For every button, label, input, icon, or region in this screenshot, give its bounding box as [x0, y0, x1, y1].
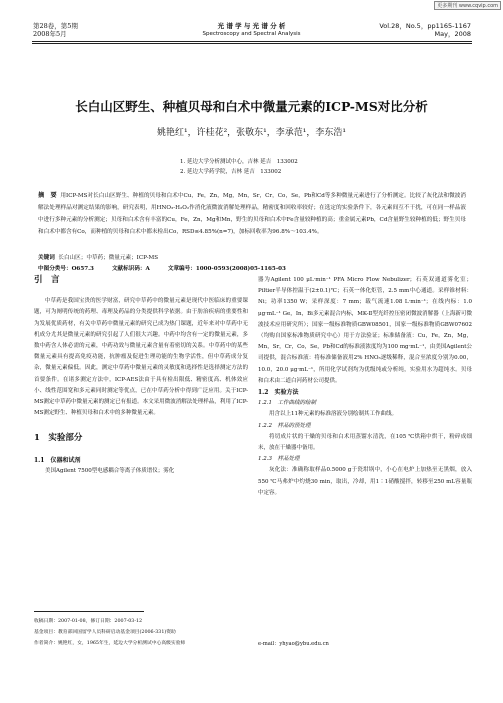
subsection-1-2-3-heading: 1.2.3 样品处理 [258, 456, 300, 463]
subsection-1-1-text: 美国Agilent 7500型电感耦合等离子体质谱仪；雾化 [45, 467, 175, 474]
intro-paragraph: 中草药是我国宝贵的医学财富，研究中草药中的微量元素是现代中医临床的重要课题，可为阐明传统的药理、毒理及药品的分类提供科学依据。由于肪治疾病的重要性和为发展优质药材，有关中草药中微量元素的研究已成为热门课题，近年来对中草药中无机成分尤其是微量元素的研究引起了人们很大兴趣。中药中均含有一定的微量元素，多数中药含人体必需的元素，中药功效与微量元素含量有着密切的关系。中草药中的某些微量元素具有提高免疫功能，抗肿瘤及促进生理功能的生物学活性，但中草药成分复杂，微量元素偏低。因此，测定中草药中微量元素的灵敏度和选择性是选择测定方法的首要条件。在诸多测定方法中，ICP-AES法由于具有检出限低、精密度高、机体效应小、线性范围宽和多元素同时测定等优点，已在中草药分析中得到广泛应用。关于ICP-MS测定中草药中微量元素的测定已有报道。本文采用微波消解法处理样品，利用了ICP-MS测定野生、种植贝母和白术中的多种微量元素。 [34, 298, 248, 417]
journal-issue-label: 第28卷，第5期 [33, 22, 78, 30]
author-list: 姚艳红¹，许桂花²，张敬东¹，李承范¹，李东浩¹ [156, 128, 347, 138]
instrument-paragraph: 器为Agilent 100 μL·min⁻¹ PFA Micro Flow Nebulizer；石英双通道雾化室；Piltier半导体控温于(2±0.1)℃；石英一体化炬管，2.5 mm中心通道。采样锥材料：Ni；功率1350 W；采样深度：7 mm；载气流速1.08 L·min⁻¹；在线内标：1.0 μg·mL⁻¹ Ge，In，Bi多元素混合内标，MK-Ⅱ型光纤控压密闭微波消解器（上海新可微波技术应用研究所）；国家一级标准物质GBW08501，国家一级标准物质GBW07602（均购自国家标准物质研究中心）用于方法验证；标准储备液：Cu，Fe，Zn，Mg，Mn，Sr，Cr，Co，Se，Pb和Cd的标准液浓度均为100 mg·mL⁻¹，由美国Agilent公司提供，混合标准液：将标准储备液用2% HNO₃逐级稀释，混合至浓度分别为0.00，10.0，20.0 μg·mL⁻¹，所用化学试剂均为优级纯或分析纯，实验用水为超纯水。贝母和白术由二道白河药材公司提供。 [258, 277, 472, 384]
watermark: 更多期刊 www.cqvip.com [434, 1, 501, 10]
subsection-1-2-1-text: 用含以上11种元素的标准溶液分别绘制其工作曲线。 [269, 411, 398, 418]
subsection-1-2-2-text: 将切成片状的干燥的贝母和白术用蒸馏水清洗，在105 ℃烘箱中烘干，粉碎成细末，放在干燥器中备用。 [258, 433, 472, 452]
abstract [38, 190, 466, 238]
paper-title: 长白山区野生、种植贝母和白术中微量元素的ICP-MS对比分析 [75, 99, 428, 114]
clc-number: 中图分类号：O657.3 [38, 266, 94, 272]
received-date: 收稿日期：2007-01-08，修订日期：2007-03-12 [34, 619, 143, 624]
affiliations [180, 157, 298, 177]
subsection-1-2-3-text: 灰化法：准确称取样品0.5000 g于瓷坩埚中，小心在电炉上加热至无黑烟，放入550 ℃马弗炉中灼烧30 min，取出，冷却，用1∶1硝酸搅拌，转移至250 mL容量瓶中定容。 [258, 467, 472, 496]
author-email: e-mail：yhyao@ybu.edu.cn [258, 641, 329, 647]
footnote-rule [34, 611, 144, 612]
journal-title-cn: 光 谱 学 与 光 谱 分 析 [217, 22, 286, 30]
document-code: 文献标识码：A [111, 266, 150, 272]
keywords-text: 长白山区；中草药；微量元素；ICP-MS [58, 255, 159, 261]
subsection-1-2-heading: 1.2 实验方法 [258, 389, 299, 397]
keywords-block [38, 253, 466, 275]
abstract-text: 用ICP-MS对长白山区野生、种植的贝母和白术中Cu，Fe，Zn，Mg，Mn，Sr，Cr，Co，Se，Pb和Cd等多种微量元素进行了分析测定。比较了灰化法和微波消解法处理样品对测定结果的影响，研究表明，用HNO₃-H₂O₂作消化液微波消解处理样品，精密度和回收率较好；在选定的实验条件下，各元素间互不干扰，可在同一样品液中进行多种元素的分析测定；贝母和白术含有丰富的Cu，Fe，Zn，Mg和Mn，野生的贝母和白术中Fe含量较种植的高；重金属元素Pb，Cd含量野生较种植的低；野生贝母和白术中都含有Co，而种植的贝母和白术中都未检出Co，RSD≤4.85%(n=7)，加标回收率为96.8%～103.4%。 [38, 193, 467, 235]
right-column [258, 275, 472, 499]
subsection-1-2-2-heading: 1.2.2 样品的预处理 [258, 422, 311, 429]
subsection-1-1-heading: 1.1 仪器和试剂 [34, 456, 81, 464]
journal-month: May，2008 [434, 30, 471, 38]
author-bio: 作者简介：姚艳红，女，1965年生，延边大学分析测试中心高级实验师 [34, 641, 186, 646]
journal-date-label: 2008年5月 [33, 30, 67, 38]
header-rule-thin [32, 43, 472, 44]
journal-title-en: Spectroscopy and Spectral Analysis [202, 31, 301, 37]
abstract-label: 摘 要 [38, 192, 57, 199]
left-column [34, 275, 248, 477]
fund-info: 基金项目：教育部回国留学人员科研启动基金项目(2006-331)资助 [34, 630, 176, 635]
subsection-1-2-1-heading: 1.2.1 工作曲线的绘制 [258, 400, 316, 407]
journal-volume-pages: Vol.28，No.5，pp1165-1167 [379, 22, 471, 30]
keywords-label: 关键词 [38, 255, 55, 261]
article-number: 文章编号：1000-0593(2008)05-1165-03 [167, 266, 286, 272]
affiliation-2: 2. 延边大学药学院，吉林 延吉 133002 [180, 169, 282, 175]
affiliation-1: 1. 延边大学分析测试中心，吉林 延吉 133002 [180, 159, 298, 165]
intro-heading: 引 言 [34, 275, 60, 285]
journal-pages [379, 22, 471, 38]
footnotes [34, 616, 248, 649]
section-1-heading: 1 实验部分 [34, 433, 83, 444]
header-rule [32, 41, 472, 42]
